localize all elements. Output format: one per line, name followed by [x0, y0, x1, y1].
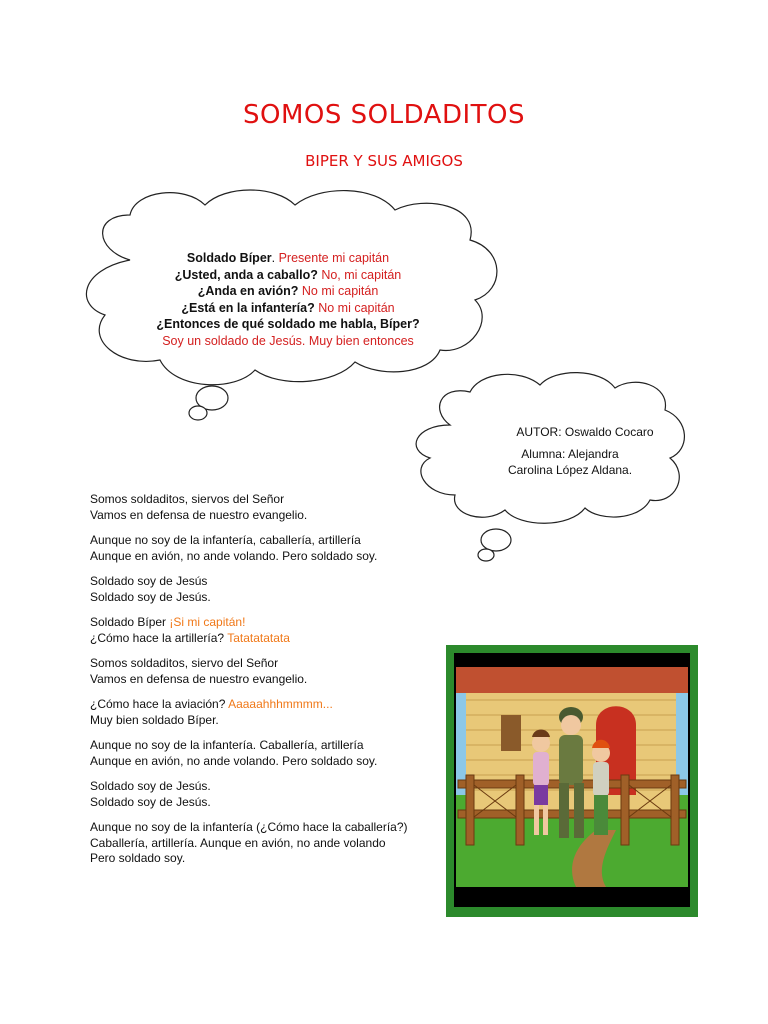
author-line: AUTOR: Oswaldo Cocaro — [516, 425, 654, 439]
question: Soldado Bíper — [186, 251, 272, 265]
question: ¿Anda en avión? — [197, 284, 299, 298]
stanza: Aunque no soy de la infantería. Caballería, artillería Aunque en avión, no ande volando. Pero soldado soy. — [90, 738, 378, 768]
stanza: Aunque no soy de la infantería (¿Cómo hace la caballería?) Caballería, artillería. Aunque en avión, no ande volando Pero soldado soy. — [90, 820, 408, 865]
question: ¿Está en la infantería? — [181, 300, 315, 315]
dialogue-last-line: Soy un soldado de Jesús. Muy bien entonces — [162, 333, 414, 348]
cartoon-illustration — [446, 645, 698, 917]
stanza: Somos soldaditos, siervo del Señor Vamos en defensa de nuestro evangelio. — [90, 656, 308, 686]
student-line-2: Carolina López Aldana. — [507, 463, 633, 477]
document-title: SOMOS SOLDADITOS — [243, 100, 525, 130]
answer: Presente mi capitán — [278, 251, 390, 265]
dialogue-line — [118, 316, 458, 333]
stanza: Aunque no soy de la infantería, caballería, artillería Aunque en avión, no ande volando. Pero soldado soy. — [90, 533, 378, 563]
stanza: Somos soldaditos, siervos del Señor Vamos en defensa de nuestro evangelio. — [90, 492, 308, 522]
stanza: Soldado soy de Jesús Soldado soy de Jesús. — [90, 574, 211, 604]
answer: No mi capitán — [318, 300, 395, 315]
dialogue-line — [118, 283, 458, 300]
question: ¿Entonces de qué soldado me habla, Bíper? — [156, 317, 420, 331]
dialogue-line: Soldado Bíper. Presente mi capitán — [186, 251, 390, 265]
cloud-credits-text — [470, 424, 670, 478]
dialogue-line — [118, 267, 458, 284]
answer: No mi capitán — [301, 284, 379, 298]
stanza: ¿Cómo hace la aviación? Aaaaahhhmmmm... Muy bien soldado Bíper. — [90, 697, 333, 727]
stanza: Soldado soy de Jesús. Soldado soy de Jesús. — [90, 779, 211, 809]
song-lyrics — [90, 492, 450, 877]
answer: No, mi capitán — [321, 267, 402, 282]
cloud-dialogue-text — [118, 250, 458, 349]
document-subtitle: BIPER Y SUS AMIGOS — [305, 152, 463, 170]
dialogue-line — [118, 300, 458, 317]
student-line-1: Alumna: Alejandra — [521, 447, 619, 461]
stanza: Soldado Bíper ¡Si mi capitán! ¿Cómo hace la artillería? Tatatatatata — [90, 615, 290, 645]
question: ¿Usted, anda a caballo? — [174, 267, 318, 282]
